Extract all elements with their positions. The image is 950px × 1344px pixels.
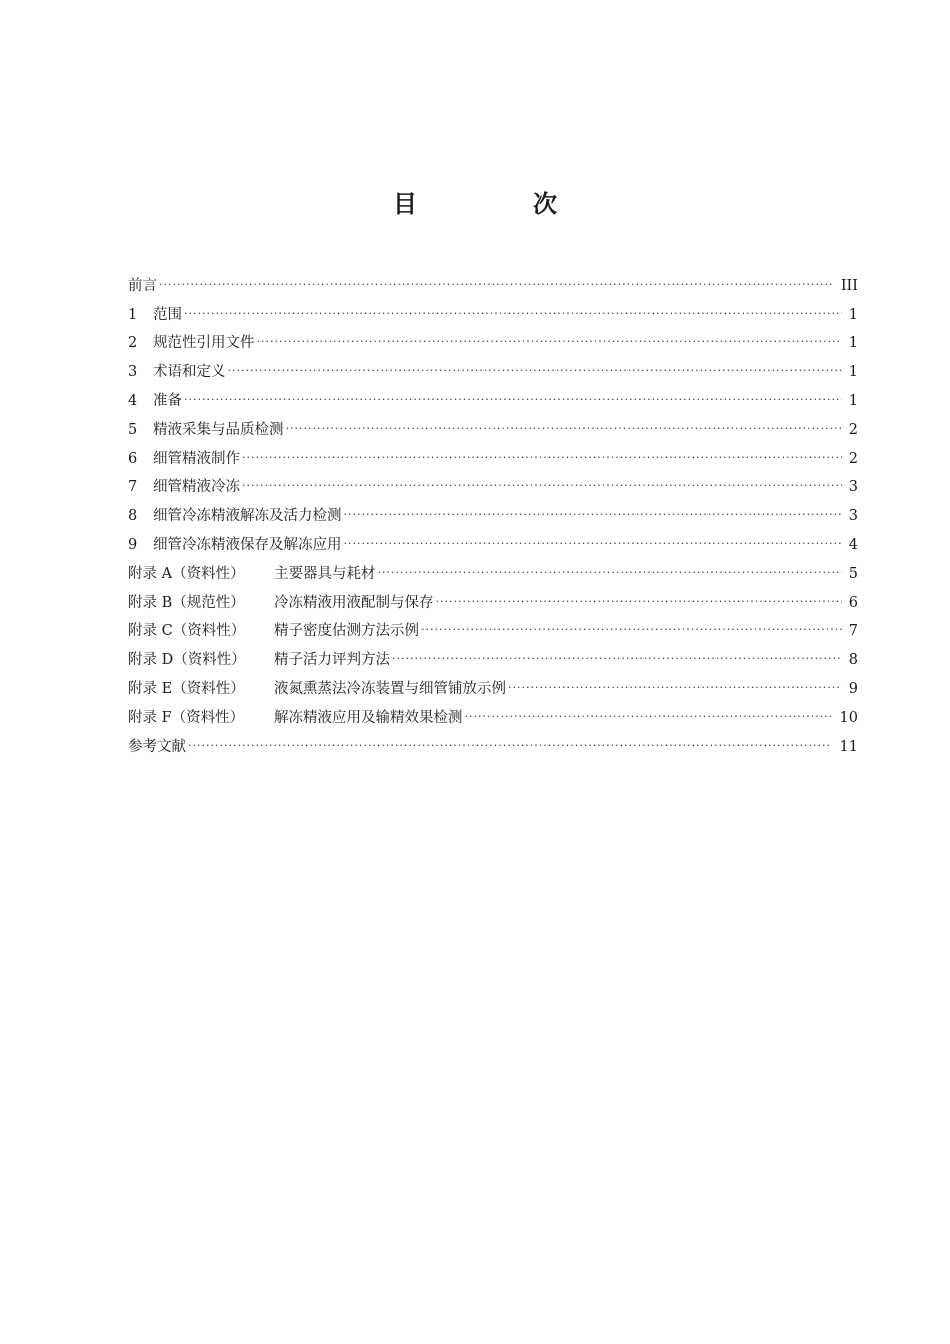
- toc-dot-leader: [344, 534, 843, 554]
- toc-entry-page: 11: [839, 738, 858, 755]
- toc-dot-leader: [508, 678, 842, 698]
- toc-entry-appendix[interactable]: [128, 613, 858, 642]
- toc-dot-leader: [436, 592, 843, 612]
- toc-dot-leader: [159, 275, 832, 295]
- toc-dot-leader: [344, 505, 843, 525]
- toc-entry-page: 2: [848, 421, 858, 438]
- toc-entry-number: 1: [128, 306, 138, 323]
- toc-dot-leader: [188, 736, 832, 756]
- toc-entry-text: 精子密度估测方法示例: [274, 623, 419, 640]
- toc-dot-leader: [392, 649, 842, 669]
- toc-appendix-prefix: 附录 C（资料性）: [128, 623, 246, 640]
- toc-entry-label: [128, 420, 284, 440]
- toc-appendix-prefix: 附录 D（资料性）: [128, 652, 246, 669]
- toc-entry-text: 范围: [153, 306, 182, 323]
- toc-entry-page: 10: [839, 709, 858, 726]
- toc-entry-number: 8: [128, 508, 138, 525]
- toc-entry-label: [128, 650, 390, 670]
- toc-dot-leader: [257, 332, 843, 352]
- toc-entry-label: [128, 621, 419, 641]
- toc-entry[interactable]: [128, 382, 858, 411]
- toc-entry-text: 细管冷冻精液保存及解冻应用: [153, 536, 342, 553]
- toc-entry-label: [128, 679, 506, 699]
- toc-entry-label: [128, 477, 240, 497]
- toc-entry-label: [128, 708, 463, 728]
- toc-dot-leader: [465, 707, 833, 727]
- toc-entry-text: 冷冻精液用液配制与保存: [274, 594, 434, 611]
- toc-entry[interactable]: [128, 411, 858, 440]
- toc-entry-text: 液氮熏蒸法冷冻装置与细管铺放示例: [274, 680, 506, 697]
- table-of-contents: [128, 267, 858, 757]
- toc-appendix-prefix: 附录 A（资料性）: [128, 565, 245, 582]
- toc-entry-page: 9: [848, 680, 858, 697]
- toc-dot-leader: [378, 563, 843, 583]
- toc-entry-text: 术语和定义: [153, 364, 226, 381]
- toc-entry-label: [128, 391, 182, 411]
- toc-entry-page: 7: [848, 623, 858, 640]
- toc-entry-label: [128, 535, 342, 555]
- toc-entry-page: 8: [848, 652, 858, 669]
- toc-dot-leader: [242, 448, 842, 468]
- toc-entry-text: 精子活力评判方法: [274, 652, 390, 669]
- toc-entry-page: 3: [848, 479, 858, 496]
- toc-dot-leader: [228, 361, 843, 381]
- toc-entry-page: III: [840, 277, 858, 294]
- toc-entry-appendix[interactable]: [128, 699, 858, 728]
- toc-dot-leader: [421, 620, 842, 640]
- toc-appendix-prefix: 附录 F（资料性）: [128, 709, 245, 726]
- toc-entry-text: 前言: [128, 277, 157, 294]
- toc-appendix-prefix: 附录 E（资料性）: [128, 680, 245, 697]
- toc-entry-label: [128, 449, 240, 469]
- toc-entry-appendix[interactable]: [128, 584, 858, 613]
- toc-entry-text: 解冻精液应用及输精效果检测: [274, 709, 463, 726]
- toc-entry-number: 4: [128, 392, 138, 409]
- toc-entry-page: 2: [848, 450, 858, 467]
- toc-entry-appendix[interactable]: [128, 555, 858, 584]
- toc-entry-text: 细管精液冷冻: [153, 479, 240, 496]
- toc-entry-number: 3: [128, 364, 138, 381]
- toc-entry[interactable]: [128, 440, 858, 469]
- toc-dot-leader: [184, 390, 842, 410]
- toc-entry-label: [128, 564, 376, 584]
- page-title: 目 次: [393, 190, 603, 218]
- toc-entry-page: 1: [848, 306, 858, 323]
- toc-entry-number: 2: [128, 335, 138, 352]
- toc-entry-label: [128, 506, 342, 526]
- toc-entry-text: 细管精液制作: [153, 450, 240, 467]
- toc-entry[interactable]: [128, 469, 858, 498]
- toc-entry-text: 规范性引用文件: [153, 335, 255, 352]
- toc-appendix-prefix: 附录 B（规范性）: [128, 594, 245, 611]
- toc-entry-page: 3: [848, 508, 858, 525]
- toc-entry[interactable]: [128, 497, 858, 526]
- toc-entry-page: 1: [848, 364, 858, 381]
- toc-entry-label: [128, 305, 182, 325]
- toc-entry-text: 准备: [153, 392, 182, 409]
- toc-entry-text: 细管冷冻精液解冻及活力检测: [153, 508, 342, 525]
- toc-entry-number: 9: [128, 536, 138, 553]
- toc-entry-text: 精液采集与品质检测: [153, 421, 284, 438]
- toc-entry-number: 5: [128, 421, 138, 438]
- toc-entry-number: 7: [128, 479, 138, 496]
- toc-entry-label: [128, 276, 157, 296]
- toc-entry-appendix[interactable]: [128, 670, 858, 699]
- toc-entry-label: [128, 737, 186, 757]
- toc-entry-text: 参考文献: [128, 738, 186, 755]
- toc-entry-page: 1: [848, 335, 858, 352]
- toc-entry-page: 5: [848, 565, 858, 582]
- toc-entry-label: [128, 593, 434, 613]
- toc-entry-page: 6: [848, 594, 858, 611]
- toc-dot-leader: [286, 419, 843, 439]
- toc-entry[interactable]: [128, 526, 858, 555]
- toc-entry[interactable]: [128, 353, 858, 382]
- toc-entry-text: 主要器具与耗材: [274, 565, 376, 582]
- toc-entry-page: 1: [848, 392, 858, 409]
- toc-entry-page: 4: [848, 536, 858, 553]
- toc-entry-label: [128, 362, 226, 382]
- toc-dot-leader: [242, 476, 842, 496]
- toc-entry-appendix[interactable]: [128, 641, 858, 670]
- toc-entry-number: 6: [128, 450, 138, 467]
- toc-entry[interactable]: [128, 325, 858, 354]
- toc-entry[interactable]: [128, 296, 858, 325]
- toc-entry[interactable]: [128, 728, 858, 757]
- toc-entry[interactable]: [128, 267, 858, 296]
- toc-dot-leader: [184, 304, 842, 324]
- toc-entry-label: [128, 333, 255, 353]
